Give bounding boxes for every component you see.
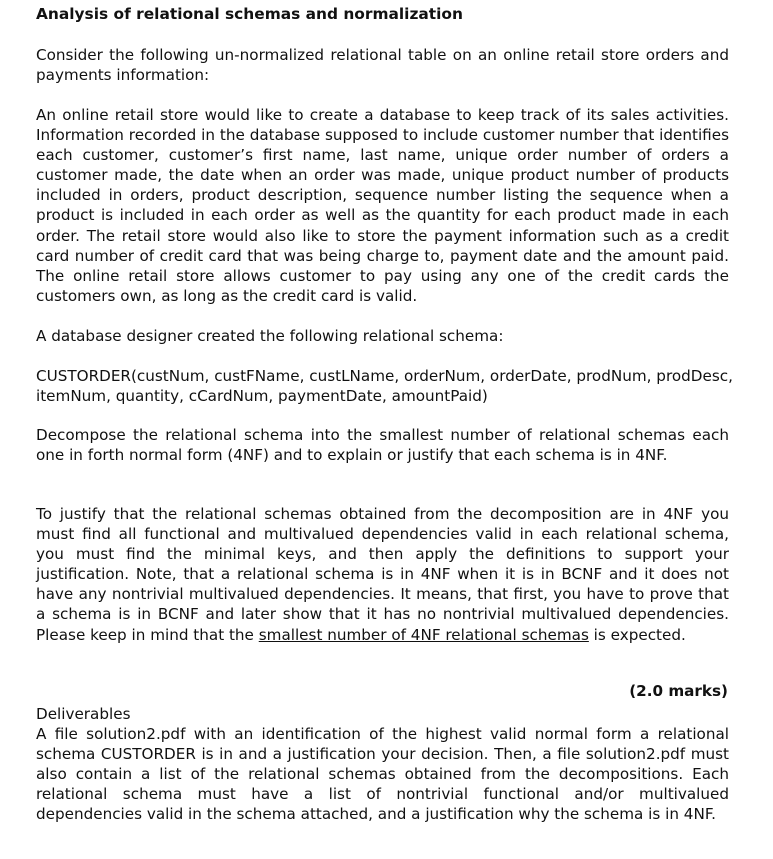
designer-line: A database designer created the following relational schema:	[36, 327, 504, 345]
justification-paragraph	[36, 504, 729, 645]
intro-paragraph: Consider the following un-normalized relational table on an online retail store orders and payments information:	[36, 46, 729, 85]
deliverables-heading: Deliverables	[36, 705, 131, 723]
justification-end: is expected.	[588, 625, 686, 644]
marks-label: (2.0 marks)	[629, 682, 728, 700]
deliverables-paragraph: A file solution2.pdf with an identification of the highest valid normal form a relational schema CUSTORDER is in and a justification your decision. Then, a file solution2.pdf must also contain a list of the relational schemas obtained from the decompositions. Each relational schema must have a list of nontrivial functional and/or multivalued dependencies valid in the schema attached, and a justification why the schema is in 4NF.	[36, 725, 729, 824]
scenario-paragraph: An online retail store would like to create a database to keep track of its sales activities. Information recorded in the database supposed to include customer number that identifies each customer, customer’s first name, last name, unique order number of orders a customer made, the date when an order was made, unique product number of products included in orders, product description, sequence number listing the sequence when a product is included in each order as well as the quantity for each product made in each order. The retail store would also like to store the payment information such as a credit card number of credit card that was being charge to, payment date and the amount paid. The online retail store allows customer to pay using any one of the credit cards the customers own, as long as the credit card is valid.	[36, 106, 729, 305]
underlined-requirement: smallest number of 4NF relational schemas	[258, 625, 589, 644]
section-title: Analysis of relational schemas and normalization	[36, 5, 463, 23]
justification-text: To justify that the relational schemas obtained from the decomposition are in 4NF you must find all functional and multivalued dependencies valid in each relational schema, you must find the minimal keys, and then apply the definitions to support your justification. Note, that a relational schema is in 4NF when it is in BCNF and it does not have any nontrivial multivalued dependencies. It means, that first, you have to prove that a schema is in BCNF and later show that it has no nontrivial multivalued dependencies. Please keep in mind that the	[36, 505, 729, 644]
relational-schema: CUSTORDER(custNum, custFName, custLName, orderNum, orderDate, prodNum, prodDesc, itemNum, quantity, cCardNum, paymentDate, amountPaid)	[36, 367, 733, 406]
task-paragraph: Decompose the relational schema into the smallest number of relational schemas each one in forth normal form (4NF) and to explain or justify that each schema is in 4NF.	[36, 426, 729, 465]
